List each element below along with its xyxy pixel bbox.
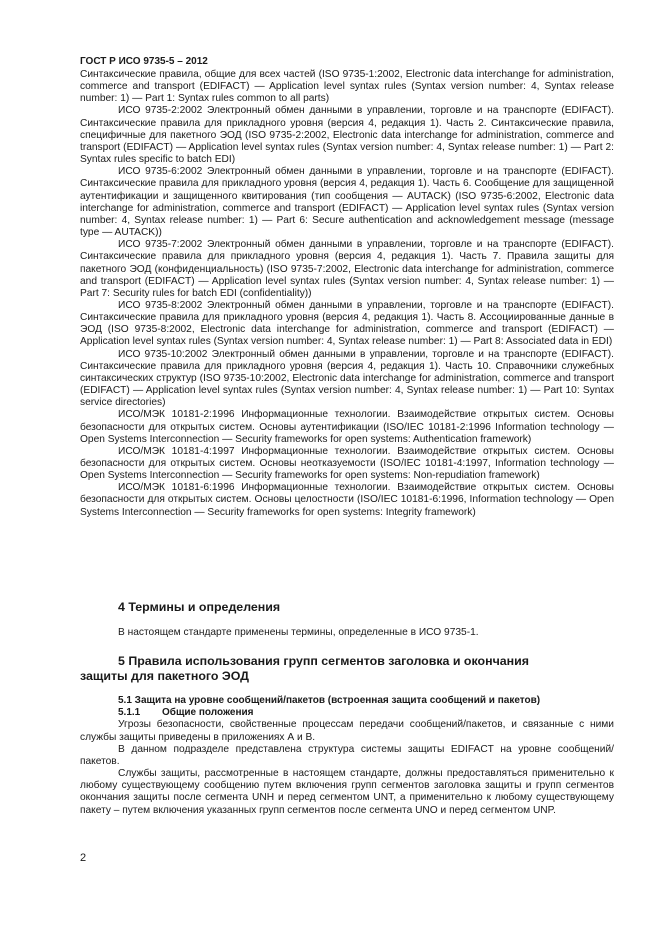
body-paragraph: Угрозы безопасности, свойственные процессам передачи сообщений/пакетов, и связанные с ними службы защиты приведены в приложениях А и В.	[80, 719, 614, 743]
subsection-5-1-1-heading	[80, 707, 614, 719]
reference-entry: Синтаксические правила, общие для всех частей (ISO 9735-1:2002, Electronic data interchange for administration, commerce and transport (EDIFACT) — Application level syntax rules (Syntax version number: 4, Syntax release number: 1) — Part 1: Syntax rules common to all parts)	[80, 69, 614, 105]
reference-entry: ИСО 9735-10:2002 Электронный обмен данными в управлении, торговле и на транспорте (EDIFACT). Синтаксические правила для прикладного уровня (версия 4, редакция 1). Часть 10. Справочники служебных синтаксических структур (ISO 9735-10:2002, Electronic data interchange for administration, commerce and transport (EDIFACT) — Application level syntax rules (Syntax version number: 4, Syntax release number: 1) — Part 10: Syntax service directories)	[80, 348, 614, 409]
reference-entry: ИСО/МЭК 10181-6:1996 Информационные технологии. Взаимодействие открытых систем. Основы безопасности для открытых систем. Основы целостности (ISO/IEC 10181-6:1996, Information technology — Open Systems Interconnection — Security frameworks for open systems: Integrity framework)	[80, 482, 614, 518]
subsection-5-1-heading: 5.1 Защита на уровне сообщений/пакетов (встроенная защита сообщений и пакетов)	[118, 695, 541, 706]
reference-entry: ИСО 9735-8:2002 Электронный обмен данными в управлении, торговле и на транспорте (EDIFACT). Синтаксические правила для прикладного уровня (версия 4, редакция 1). Часть 8. Ассоциированные данные в ЭОД (ISO 9735-8:2002, Electronic data interchange for administration, commerce and transport (EDIFACT) — Application level syntax rules (Syntax version number: 4, Syntax release number: 1) — Part 8: Associated data in EDI)	[80, 299, 614, 348]
reference-entry: ИСО/МЭК 10181-4:1997 Информационные технологии. Взаимодействие открытых систем. Основы безопасности для открытых систем. Основы неотказуемости (ISO/IEC 10181-4:1997, Information technology — Open Systems Interconnection — Security frameworks for open systems: Non-repudiation framework)	[80, 445, 614, 482]
section-5-heading	[80, 654, 614, 684]
page-number: 2	[80, 852, 87, 864]
subsection-title: Общие положения	[162, 707, 254, 719]
section-4-heading: 4 Термины и определения	[118, 600, 281, 614]
standard-header: ГОСТ Р ИСО 9735-5 – 2012	[80, 56, 208, 67]
section-4-text: В настоящем стандарте применены термины, определенные в ИСО 9735-1.	[118, 627, 479, 638]
subsection-number: 5.1.1	[118, 707, 141, 719]
reference-entry: ИСО 9735-6:2002 Электронный обмен данными в управлении, торговле и на транспорте (EDIFACT). Синтаксические правила для прикладного уровня (версия 4, редакция 1). Часть 6. Сообщение для защищенной аутентификации и защищенного квитирования (тип сообщения — AUTACK) (ISO 9735-6:2002, Electronic data interchange for administration, commerce and transport (EDIFACT) — Application level syntax rules (Syntax version number: 4, Syntax release number: 1) — Part 6: Secure authentication and acknowledgement message (message type — AUTACK))	[80, 166, 614, 239]
normative-references	[80, 69, 614, 519]
body-paragraph: В данном подразделе представлена структура системы защиты EDIFACT на уровне сообщений/пакетов.	[80, 743, 614, 767]
section-5-body	[80, 695, 614, 817]
reference-entry: ИСО 9735-7:2002 Электронный обмен данными в управлении, торговле и на транспорте (EDIFACT). Синтаксические правила для прикладного уровня (версия 4, редакция 1). Часть 7. Правила защиты для пакетного ЭОД (конфиденциальность) (ISO 9735-7:2002, Electronic data interchange for administration, commerce and transport (EDIFACT) — Application level syntax rules (Syntax version number: 4, Syntax release number: 1) — Part 7: Security rules for batch EDI (confidentiality))	[80, 239, 614, 299]
section-5-heading-line2: защиты для пакетного ЭОД	[80, 669, 250, 683]
reference-entry: ИСО 9735-2:2002 Электронный обмен данными в управлении, торговле и на транспорте (EDIFACT). Синтаксические правила для прикладного уровня (версия 4, редакция 1). Часть 2. Синтаксические правила, специфичные для пакетного ЭОД (ISO 9735-2:2002, Electronic data interchange for administration, commerce and transport (EDIFACT) — Application level syntax rules (Syntax version number: 4, Syntax release number: 1) — Part 2: Syntax rules specific to batch EDI)	[80, 105, 614, 166]
document-page	[80, 56, 614, 816]
body-paragraph: Службы защиты, рассмотренные в настоящем стандарте, должны предоставляться применительно к любому существующему сообщению путем включения групп сегментов заголовка защиты и групп сегментов окончания защиты после сегмента UNH и перед сегментом UNT, а применительно к любому существующему пакету – путем включения указанных групп сегментов после сегмента UNO и перед сегментом UNP.	[80, 768, 614, 816]
section-5-heading-line1: 5 Правила использования групп сегментов заголовка и окончания	[118, 654, 530, 668]
reference-entry: ИСО/МЭК 10181-2:1996 Информационные технологии. Взаимодействие открытых систем. Основы безопасности для открытых систем. Основы аутентификации (ISO/IEC 10181-2:1996 Information technology — Open Systems Interconnection — Security frameworks for open systems: Authentication framework)	[80, 409, 614, 445]
